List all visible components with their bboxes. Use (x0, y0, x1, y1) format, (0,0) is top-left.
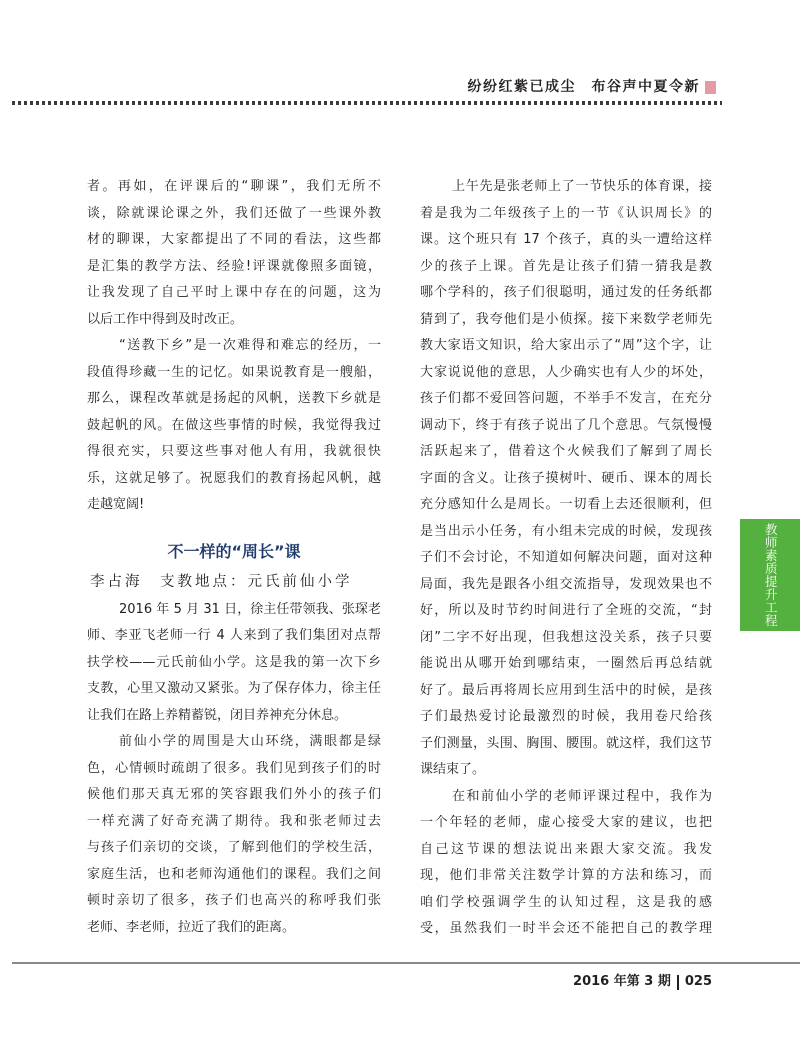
text-line: 自己这节课的想法说出来跟大家交流。我发 (420, 841, 712, 857)
text-line: 支教，心里又激动又紧张。为了保存体力，徐主任 (87, 681, 381, 696)
text-line: 扶学校——元氏前仙小学。这是我的第一次下乡 (87, 654, 381, 670)
text-line: 候他们那天真无邪的笑容跟我们外小的孩子们 (87, 787, 381, 802)
text-line: 是汇集的教学方法、经验!评课就像照多面镜， (87, 258, 381, 274)
text-line: 能说出从哪开始到哪结束，一圈然后再总结就 (420, 656, 712, 671)
left-column (87, 174, 381, 941)
article-byline: 李占海 支教地点：元氏前仙小学 (90, 573, 353, 590)
text-line: 受，虽然我们一时半会还不能把自己的教学理 (420, 921, 712, 936)
text-line: 闭”二字不好出现，但我想这没关系，孩子只要 (420, 629, 712, 645)
paragraph (87, 597, 381, 730)
paragraph (87, 333, 381, 519)
text-line: 课结束了。 (420, 762, 486, 777)
text-line: 与孩子们亲切的交谈，了解到他们的学校生活， (87, 840, 381, 855)
issue-label: 2016 年第 3 期 (573, 974, 671, 989)
text-line: 一个年轻的老师，虚心接受大家的建议，也把 (420, 815, 712, 830)
right-column (420, 174, 712, 943)
page-number: 025 (684, 974, 712, 989)
text-line: 局面，我先是跟各小组交流指导，发现效果也不 (420, 576, 712, 592)
text-line: 活跃起来了，借着这个火候我们了解到了周长 (420, 444, 712, 459)
footer-rule (12, 962, 800, 964)
text-line: 教大家语文知识，给大家出示了“周”这个字，让 (420, 338, 712, 353)
text-line: “送教下乡”是一次难得和难忘的经历，一 (119, 338, 381, 353)
text-line: 得很充实，只要这些事对他人有用，我就很快 (87, 444, 381, 459)
text-line: 走越宽阔! (87, 497, 145, 512)
text-line: 大家说说他的意思，人少确实也有人少的坏处， (420, 364, 712, 380)
paragraph (420, 174, 712, 784)
text-line: 上午先是张老师上了一节快乐的体育课，接 (452, 179, 712, 194)
text-line: 课。这个班只有 17 个孩子，真的头一遭给这样 (420, 232, 712, 247)
text-line: 是当出示小任务，有小组未完成的时候，发现孩 (420, 523, 712, 539)
text-line: 孩子们都不爱回答问题，不举手不发言，在充分 (420, 391, 712, 406)
text-line: 子们不会讨论，不知道如何解决问题，面对这种 (420, 550, 712, 565)
text-line: 咱们学校强调学生的认知过程，这是我的感 (420, 894, 712, 910)
article-title: 不一样的“周长”课 (167, 541, 301, 561)
text-line: 乐，这就足够了。祝愿我们的教育扬起风帆，越 (87, 470, 381, 486)
text-line: 2016 年 5 月 31 日，徐主任带领我、张琛老 (119, 601, 381, 617)
paragraph (87, 174, 381, 333)
text-line: 字面的含义。让孩子摸树叶、硬币、课本的周长 (420, 470, 712, 486)
text-line: 材的聊课，大家都提出了不同的看法，这些都 (87, 232, 381, 247)
text-line: 现，他们非常关注数学计算的方法和练习，而 (420, 868, 712, 883)
text-line: 子们测量，头围、胸围、腰围。就这样，我们这节 (420, 735, 712, 751)
text-line: 谈，除就课论课之外，我们还做了一些课外教 (87, 205, 381, 221)
footer-separator (677, 975, 679, 990)
text-line: 让我们在路上养精蓄锐，闭目养神充分休息。 (87, 707, 348, 723)
header-rule (12, 101, 722, 105)
text-line: 哪个学科的，孩子们很聪明，通过发的任务纸都 (420, 285, 712, 300)
text-line: 让我发现了自己平时上课中存在的问题，这为 (87, 285, 381, 300)
text-line: 老师、李老师，拉近了我们的距离。 (87, 919, 296, 935)
text-line: 前仙小学的周围是大山环绕，满眼都是绿 (119, 734, 381, 749)
text-line: 好了。最后再将周长应用到生活中的时候，是孩 (420, 682, 712, 698)
text-line: 好，所以及时节约时间进行了全班的交流，“封 (420, 603, 712, 618)
text-line: 在和前仙小学的老师评课过程中，我作为 (452, 788, 712, 804)
text-line: 鼓起帆的风。在做这些事情的时候，我觉得我过 (87, 417, 381, 433)
section-marker (705, 81, 716, 94)
paragraph (420, 784, 712, 943)
article-body (87, 597, 381, 942)
text-line: 家庭生活，也和老师沟通他们的课程。我们之间 (87, 866, 381, 882)
text-line: 子们最热爱讨论最激烈的时候，我用卷尺给孩 (420, 709, 712, 724)
section-tab (740, 519, 800, 631)
paragraph-group (420, 174, 712, 784)
text-line: 那么，课程改革就是扬起的风帆，送教下乡就是 (87, 391, 381, 406)
text-line: 师、李亚飞老师一行 4 人来到了我们集团对点帮 (87, 628, 381, 643)
text-line: 着是我为二年级孩子上的一节《认识周长》的 (420, 205, 712, 221)
running-header-title: 纷纷红紫已成尘 布谷声中夏令新 (467, 79, 700, 95)
text-line: 调动下，终于有孩子说出了几个意思。气氛慢慢 (420, 417, 712, 433)
text-line: 充分感知什么是周长。一切看上去还很顺利，但 (420, 497, 712, 512)
text-line: 段值得珍藏一生的记忆。如果说教育是一艘船， (87, 364, 381, 380)
text-line: 一样充满了好奇充满了期待。我和张老师过去 (87, 813, 381, 829)
text-line: 猜到了，我夸他们是小侦探。接下来数学老师先 (420, 311, 712, 327)
paragraph (87, 729, 381, 941)
text-line: 顿时亲切了很多，孩子们也高兴的称呼我们张 (87, 893, 381, 908)
page-footer (573, 972, 712, 992)
text-line: 少的孩子上课。首先是让孩子们猜一猜我是教 (420, 258, 712, 274)
section-tab-label: 教师素质提升工程 (763, 523, 779, 627)
paragraph-group (87, 333, 381, 519)
text-line: 色，心情顿时疏朗了很多。我们见到孩子们的时 (87, 760, 381, 776)
text-line: 者。再如，在评课后的“聊课”，我们无所不 (87, 179, 381, 194)
text-line: 以后工作中得到及时改正。 (87, 311, 244, 327)
